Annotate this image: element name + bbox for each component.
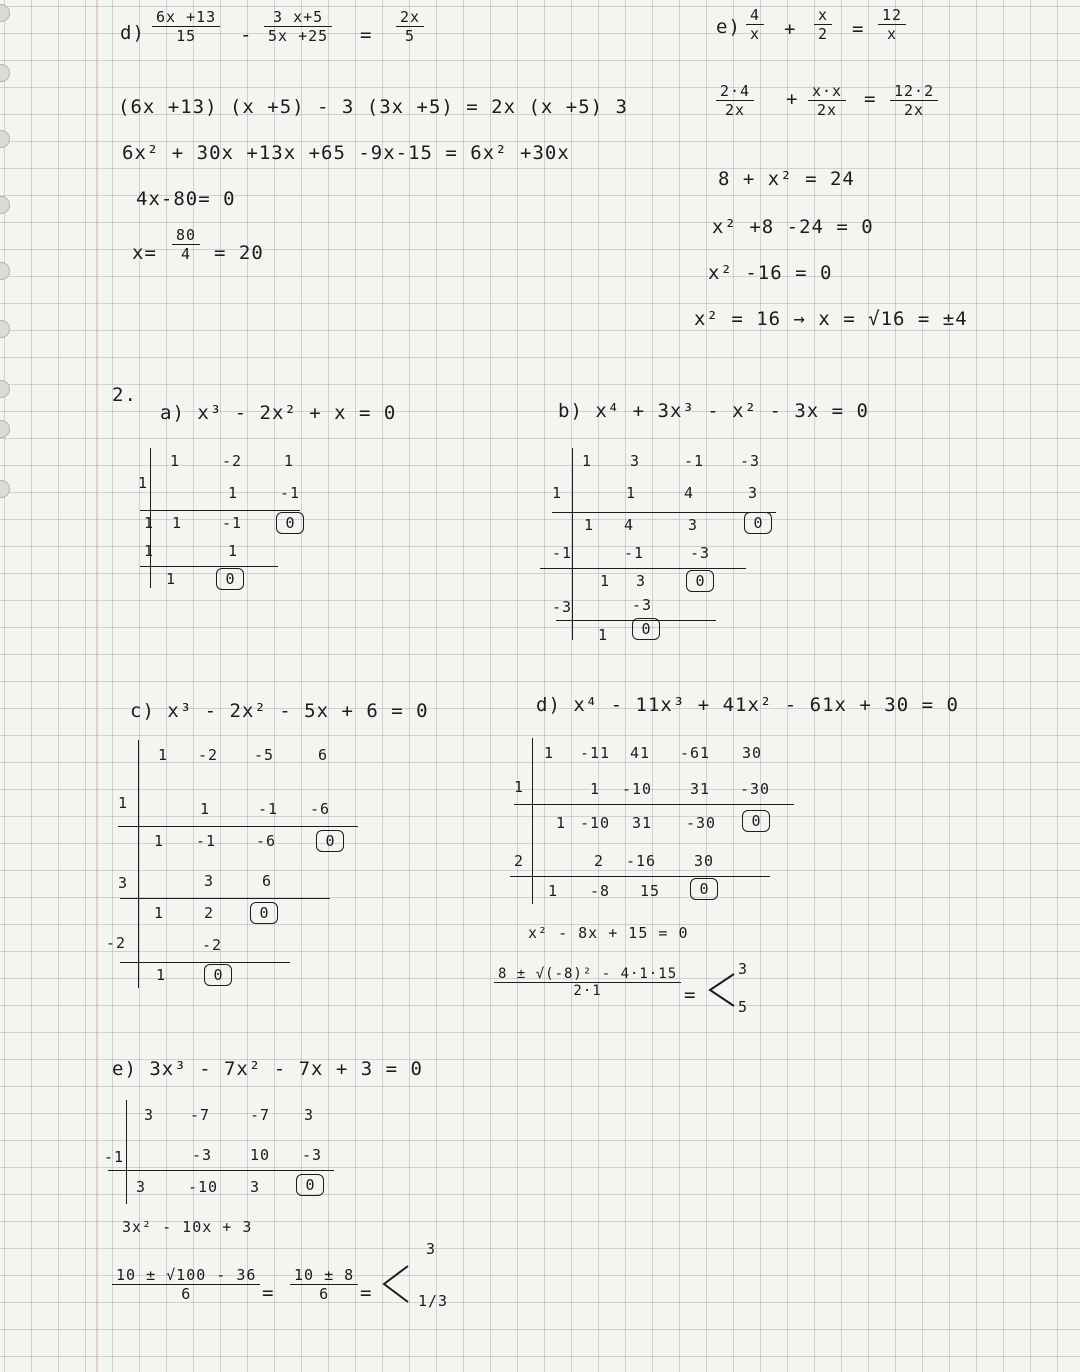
coef: 41: [630, 744, 651, 762]
work-line: 8 + x² = 24: [718, 168, 855, 190]
coef: 1: [170, 452, 181, 470]
operator: +: [784, 18, 797, 40]
fraction: [264, 8, 332, 45]
numerator: 12·2: [890, 82, 938, 101]
divisor: 1: [552, 484, 563, 502]
coef: 4: [624, 516, 635, 534]
quadratic-formula: [494, 966, 681, 999]
coef: -1: [684, 452, 705, 470]
coef: -3: [632, 596, 653, 614]
remainder-box: 0: [276, 512, 304, 534]
numerator: 10 ± √100 - 36: [112, 1266, 260, 1285]
coef: 1: [626, 484, 637, 502]
binder-holes: [0, 0, 14, 1372]
ruffini-divider: [552, 512, 776, 513]
exercise-number: 2.: [112, 384, 137, 406]
ruffini-vertical: [572, 448, 573, 640]
ruffini-divider: [510, 876, 770, 877]
denominator: 2x: [904, 101, 925, 119]
coef: 1: [200, 800, 211, 818]
divisor: -2: [106, 934, 127, 952]
ruffini-divider: [120, 898, 330, 899]
remainder-box: 0: [316, 830, 344, 852]
denominator: 2·1: [573, 983, 602, 999]
exercise-label: d): [120, 22, 145, 44]
root: 3: [738, 960, 749, 978]
operator: =: [852, 18, 865, 40]
binder-hole: [0, 130, 10, 148]
coef: 1: [228, 484, 239, 502]
fraction: [396, 8, 424, 45]
ruffini-vertical: [532, 738, 533, 904]
numerator: x·x: [808, 82, 846, 101]
numerator: 80: [172, 226, 200, 245]
remainder-box: 0: [744, 512, 772, 534]
operator: =: [262, 1282, 275, 1304]
divisor: -1: [552, 544, 573, 562]
coef: 1: [172, 514, 183, 532]
coef: 1: [600, 572, 611, 590]
fraction: [808, 82, 846, 119]
fraction: [814, 6, 832, 43]
coef: -5: [254, 746, 275, 764]
coef: -6: [310, 800, 331, 818]
work-line: 6x² + 30x +13x +65 -9x-15 = 6x² +30x: [122, 142, 570, 164]
binder-hole: [0, 380, 10, 398]
coef: 4: [684, 484, 695, 502]
coef: -7: [250, 1106, 271, 1124]
equation: b) x⁴ + 3x³ - x² - 3x = 0: [558, 400, 869, 422]
divisor: 1: [144, 542, 155, 560]
denominator: 2x: [725, 101, 746, 119]
coef: 3: [250, 1178, 261, 1196]
coef: -8: [590, 882, 611, 900]
coef: 1: [556, 814, 567, 832]
margin-line: [96, 0, 98, 1372]
coef: 1: [154, 904, 165, 922]
coef: 3: [688, 516, 699, 534]
fraction: [716, 82, 754, 119]
numerator: 2x: [396, 8, 424, 27]
coef: -7: [190, 1106, 211, 1124]
coef: -10: [580, 814, 611, 832]
divisor: 2: [514, 852, 525, 870]
coef: 1: [582, 452, 593, 470]
coef: 1: [598, 626, 609, 644]
coef: -3: [740, 452, 761, 470]
root: 3: [426, 1240, 437, 1258]
coef: -1: [258, 800, 279, 818]
denominator: 2: [818, 25, 829, 43]
operator: =: [864, 88, 877, 110]
fraction: [746, 6, 764, 43]
divisor: 1: [514, 778, 525, 796]
operator: -: [240, 24, 253, 46]
divisor: -1: [104, 1148, 125, 1166]
ruffini-divider: [140, 510, 300, 511]
coef: 3: [748, 484, 759, 502]
ruffini-divider: [140, 566, 278, 567]
ruffini-divider: [108, 1170, 334, 1171]
fraction: [878, 6, 906, 43]
roots-bracket: [706, 970, 736, 1010]
coef: -1: [196, 832, 217, 850]
equation: c) x³ - 2x² - 5x + 6 = 0: [130, 700, 429, 722]
coef: 6: [318, 746, 329, 764]
ruffini-divider: [118, 826, 358, 827]
coef: -1: [624, 544, 645, 562]
numerator: 12: [878, 6, 906, 25]
fraction: [290, 1266, 358, 1303]
coef: -2: [202, 936, 223, 954]
numerator: 4: [746, 6, 764, 25]
denominator: 15: [176, 27, 197, 45]
divisor: -3: [552, 598, 573, 616]
work-line: (6x +13) (x +5) - 3 (3x +5) = 2x (x +5) 3: [118, 96, 628, 118]
coef: -2: [222, 452, 243, 470]
quadratic: 3x² - 10x + 3: [122, 1218, 253, 1236]
coef: -16: [626, 852, 657, 870]
work-line: 4x-80= 0: [136, 188, 236, 210]
fraction: [890, 82, 938, 119]
work-line: x² -16 = 0: [708, 262, 833, 284]
coef: 1: [228, 542, 239, 560]
remainder-box: 0: [690, 878, 718, 900]
denominator: 5: [405, 27, 416, 45]
binder-hole: [0, 64, 10, 82]
work-line: = 20: [214, 242, 264, 264]
remainder-box: 0: [216, 568, 244, 590]
remainder-box: 0: [204, 964, 232, 986]
exercise-label: e): [716, 16, 741, 38]
coef: 1: [548, 882, 559, 900]
coef: 1: [156, 966, 167, 984]
coef: 2: [594, 852, 605, 870]
numerator: 8 ± √(-8)² - 4·1·15: [494, 966, 681, 983]
coef: 10: [250, 1146, 271, 1164]
coef: 3: [144, 1106, 155, 1124]
remainder-box: 0: [250, 902, 278, 924]
fraction: [172, 226, 200, 263]
coef: 1: [590, 780, 601, 798]
ruffini-divider: [540, 568, 746, 569]
binder-hole: [0, 262, 10, 280]
numerator: 3 x+5: [264, 8, 332, 27]
coef: 6: [262, 872, 273, 890]
equation: a) x³ - 2x² + x = 0: [160, 402, 397, 424]
denominator: 6: [319, 1285, 330, 1303]
denominator: x: [750, 25, 761, 43]
denominator: 4: [181, 245, 192, 263]
remainder-box: 0: [742, 810, 770, 832]
divisor: 1: [118, 794, 129, 812]
binder-hole: [0, 320, 10, 338]
coef: -11: [580, 744, 611, 762]
coef: 3: [304, 1106, 315, 1124]
coef: 30: [694, 852, 715, 870]
operator: =: [684, 984, 697, 1006]
coef: -3: [690, 544, 711, 562]
coef: 3: [136, 1178, 147, 1196]
binder-hole: [0, 196, 10, 214]
binder-hole: [0, 480, 10, 498]
remainder-box: 0: [632, 618, 660, 640]
operator: +: [786, 88, 799, 110]
divisor: 1: [144, 514, 155, 532]
operator: =: [360, 1282, 373, 1304]
divisor: 1: [138, 474, 149, 492]
equation: e) 3x³ - 7x² - 7x + 3 = 0: [112, 1058, 423, 1080]
work-line: x² +8 -24 = 0: [712, 216, 874, 238]
binder-hole: [0, 4, 10, 22]
ruffini-divider: [120, 962, 290, 963]
denominator: x: [887, 25, 898, 43]
binder-hole: [0, 420, 10, 438]
coef: 1: [544, 744, 555, 762]
root: 1/3: [418, 1292, 449, 1310]
numerator: x: [814, 6, 832, 25]
coef: 3: [630, 452, 641, 470]
numerator: 6x +13: [152, 8, 220, 27]
ruffini-vertical: [126, 1100, 127, 1204]
coef: 31: [632, 814, 653, 832]
coef: -6: [256, 832, 277, 850]
coef: -3: [302, 1146, 323, 1164]
coef: -1: [222, 514, 243, 532]
coef: 1: [158, 746, 169, 764]
quadratic-formula: [112, 1266, 260, 1303]
roots-bracket: [380, 1262, 410, 1306]
coef: -30: [740, 780, 771, 798]
coef: 1: [154, 832, 165, 850]
denominator: 5x +25: [268, 27, 329, 45]
coef: 3: [636, 572, 647, 590]
ruffini-divider: [514, 804, 794, 805]
remainder-box: 0: [296, 1174, 324, 1196]
divisor: 3: [118, 874, 129, 892]
ruffini-vertical: [138, 740, 139, 988]
coef: -30: [686, 814, 717, 832]
coef: -10: [622, 780, 653, 798]
coef: 1: [166, 570, 177, 588]
coef: 31: [690, 780, 711, 798]
quadratic: x² - 8x + 15 = 0: [528, 924, 689, 942]
equation: d) x⁴ - 11x³ + 41x² - 61x + 30 = 0: [536, 694, 959, 716]
coef: 1: [584, 516, 595, 534]
coef: 30: [742, 744, 763, 762]
coef: -2: [198, 746, 219, 764]
coef: 1: [284, 452, 295, 470]
denominator: 2x: [817, 101, 838, 119]
remainder-box: 0: [686, 570, 714, 592]
numerator: 10 ± 8: [290, 1266, 358, 1285]
fraction: [152, 8, 220, 45]
coef: -3: [192, 1146, 213, 1164]
coef: 2: [204, 904, 215, 922]
root: 5: [738, 998, 749, 1016]
coef: -61: [680, 744, 711, 762]
numerator: 2·4: [716, 82, 754, 101]
work-line: x=: [132, 242, 157, 264]
denominator: 6: [181, 1285, 192, 1303]
coef: -1: [280, 484, 301, 502]
coef: 3: [204, 872, 215, 890]
coef: 15: [640, 882, 661, 900]
operator: =: [360, 24, 373, 46]
work-line: x² = 16 → x = √16 = ±4: [694, 308, 968, 330]
coef: -10: [188, 1178, 219, 1196]
